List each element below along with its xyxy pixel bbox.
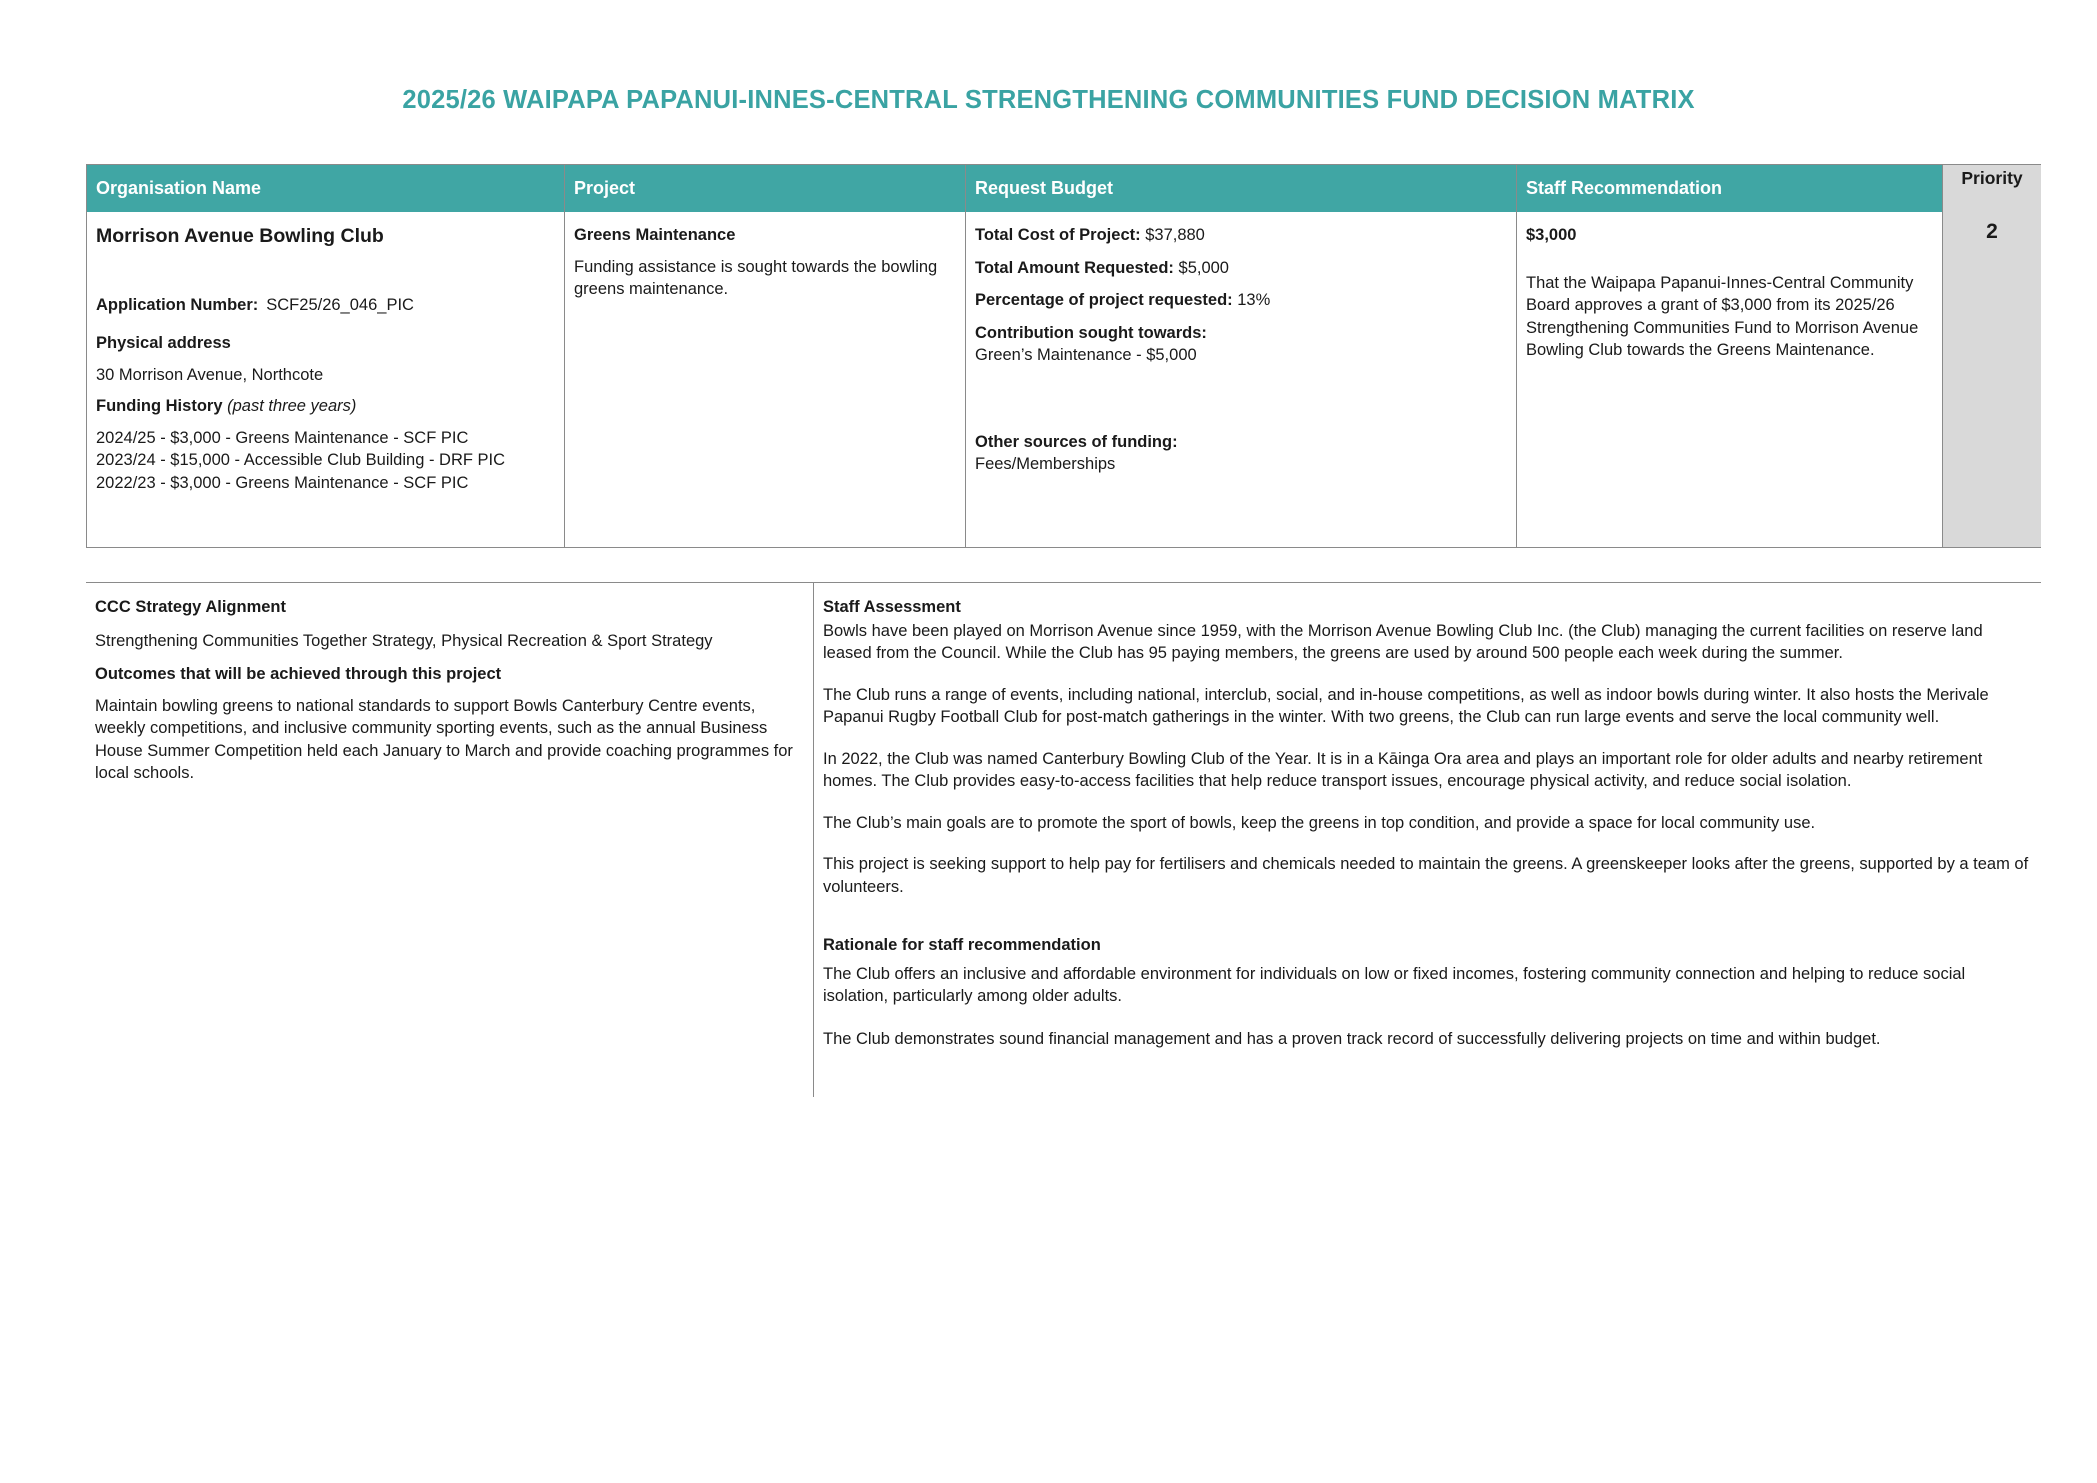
application-number-row	[96, 294, 555, 317]
assessment-paragraph: In 2022, the Club was named Canterbury Bowling Club of the Year. It is in a Kāinga Ora area and plays an important role for older adults and nearby retirement homes. The Club provides easy-to-access facilities that help reduce transport issues, encourage physical activity, and reduce social isolation.	[823, 749, 1983, 790]
project-description: Funding assistance is sought towards the bowling greens maintenance.	[574, 257, 938, 298]
total-requested-row	[975, 257, 1507, 280]
budget-header: Request Budget	[966, 165, 1516, 212]
percentage-label: Percentage of project requested:	[975, 291, 1233, 309]
priority-header: Priority	[1943, 165, 2041, 212]
contribution-label: Contribution sought towards:	[975, 323, 1207, 342]
assessment-paragraph: Bowls have been played on Morrison Avenue since 1959, with the Morrison Avenue Bowling Club Inc. (the Club) managing the current facilities on reserve land leased from the Council. While the Club has 95 paying members, the greens are used by around 500 people each week during the summer.	[823, 621, 1983, 662]
priority-column	[1943, 165, 2041, 547]
other-sources-label: Other sources of funding:	[975, 432, 1178, 451]
recommendation-column	[1517, 165, 1943, 547]
contribution-value: Green’s Maintenance - $5,000	[975, 346, 1197, 364]
assessment-paragraph: The Club runs a range of events, including national, interclub, social, and in-house competitions, as well as indoor bowls during winter. It also hosts the Merivale Papanui Rugby Football Club for post-match gatherings in the winter. With two greens, the Club can run large events and serve the local community well.	[823, 685, 1989, 726]
outcomes-text: Maintain bowling greens to national standards to support Bowls Canterbury Centre events, weekly competitions, and inclusive community sporting events, such as the annual Business House Summer Competition held each January to March and provide coaching programmes for local schools.	[95, 696, 793, 782]
strategy-heading: CCC Strategy Alignment	[95, 598, 286, 616]
total-cost-row	[975, 224, 1507, 247]
organisation-column	[87, 165, 565, 547]
application-number: SCF25/26_046_PIC	[266, 295, 414, 314]
project-column	[565, 165, 966, 547]
other-sources-value: Fees/Memberships	[975, 455, 1116, 473]
assessment-paragraph: This project is seeking support to help pay for fertilisers and chemicals needed to maintain the greens. A greenskeeper looks after the greens, supported by a team of volunteers.	[823, 855, 2029, 896]
organisation-header: Organisation Name	[87, 165, 564, 212]
organisation-name: Morrison Avenue Bowling Club	[96, 225, 384, 247]
total-cost-value: $37,880	[1145, 226, 1205, 244]
priority-value: 2	[1986, 220, 1998, 243]
project-header: Project	[565, 165, 965, 212]
rationale-paragraph: The Club offers an inclusive and affordable environment for individuals on low or fixed incomes, fostering community connection and helping to reduce social isolation, particularly among older adults.	[823, 964, 1966, 1005]
rationale-paragraph: The Club demonstrates sound financial management and has a proven track record of successfully delivering projects on time and within budget.	[823, 1029, 1881, 1048]
assessment-section	[86, 582, 2041, 1097]
decision-table	[86, 164, 2041, 548]
funding-history-item: 2024/25 - $3,000 - Greens Maintenance - SCF PIC	[96, 428, 469, 447]
funding-history-item: 2022/23 - $3,000 - Greens Maintenance - SCF PIC	[96, 473, 469, 492]
funding-history-note: (past three years)	[227, 397, 357, 415]
staff-assessment-heading: Staff Assessment	[823, 598, 961, 616]
assessment-paragraph: The Club’s main goals are to promote the sport of bowls, keep the greens in top condition, and provide a space for local community use.	[823, 813, 1816, 832]
percentage-value: 13%	[1237, 291, 1271, 309]
physical-address: 30 Morrison Avenue, Northcote	[96, 365, 324, 384]
staff-assessment-pane	[814, 583, 2041, 1050]
project-title: Greens Maintenance	[574, 226, 736, 244]
other-sources-block	[975, 431, 1507, 476]
funding-history-item: 2023/24 - $15,000 - Accessible Club Building - DRF PIC	[96, 451, 506, 469]
application-number-label: Application Number:	[96, 295, 259, 314]
funding-history-heading	[96, 395, 555, 418]
page-title: 2025/26 WAIPAPA PAPANUI-INNES-CENTRAL STRENGTHENING COMMUNITIES FUND DECISION MATRIX	[402, 86, 1695, 114]
physical-address-label: Physical address	[96, 334, 231, 352]
outcomes-heading: Outcomes that will be achieved through this project	[95, 665, 502, 683]
recommendation-amount: $3,000	[1526, 226, 1577, 244]
rationale-heading: Rationale for staff recommendation	[823, 936, 1101, 954]
total-cost-label: Total Cost of Project:	[975, 226, 1141, 244]
total-requested-label: Total Amount Requested:	[975, 258, 1174, 277]
funding-history-label: Funding History	[96, 397, 223, 415]
strategy-pane	[86, 583, 814, 1097]
recommendation-text: That the Waipapa Papanui-Innes-Central Community Board approves a grant of $3,000 from its 2025/26 Strengthening Communities Fund to Morrison Avenue Bowling Club towards the Greens Maintenance.	[1526, 273, 1919, 359]
strategy-text: Strengthening Communities Together Strategy, Physical Recreation & Sport Strategy	[95, 631, 713, 650]
contribution-block	[975, 322, 1507, 367]
recommendation-header: Staff Recommendation	[1517, 165, 1942, 212]
total-requested-value: $5,000	[1178, 258, 1229, 277]
funding-history-list	[96, 427, 555, 495]
percentage-row	[975, 289, 1507, 312]
budget-column	[966, 165, 1517, 547]
